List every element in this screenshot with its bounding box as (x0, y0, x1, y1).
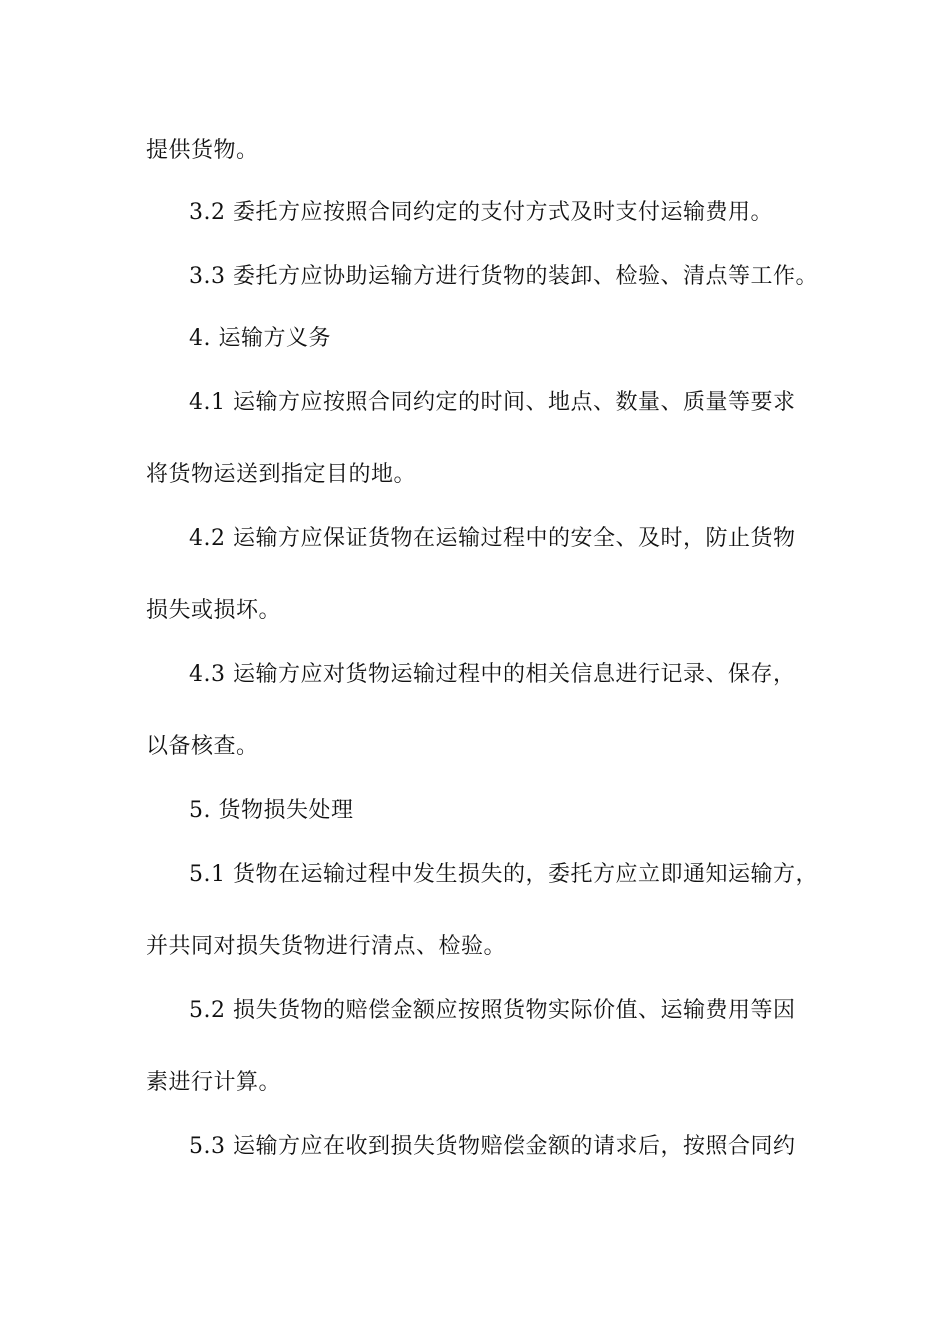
clause-5-1: 5.1 货物在运输过程中发生损失的，委托方应立即通知运输方， (189, 862, 818, 887)
clause-4-2: 4.2 运输方应保证货物在运输过程中的安全、及时，防止货物 (189, 526, 796, 551)
section-heading-5: 5. 货物损失处理 (189, 798, 354, 823)
clause-5-2-continuation: 素进行计算。 (146, 1070, 282, 1095)
clause-4-1: 4.1 运输方应按照合同约定的时间、地点、数量、质量等要求 (189, 390, 796, 415)
clause-3-3: 3.3 委托方应协助运输方进行货物的装卸、检验、清点等工作。 (189, 264, 818, 289)
clause-3-2: 3.2 委托方应按照合同约定的支付方式及时支付运输费用。 (189, 200, 773, 225)
clause-4-3: 4.3 运输方应对货物运输过程中的相关信息进行记录、保存， (189, 662, 796, 687)
paragraph-continuation: 提供货物。 (146, 138, 259, 163)
clause-5-3: 5.3 运输方应在收到损失货物赔偿金额的请求后，按照合同约 (189, 1134, 796, 1159)
clause-4-3-continuation: 以备核查。 (146, 734, 259, 759)
clause-5-2: 5.2 损失货物的赔偿金额应按照货物实际价值、运输费用等因 (189, 998, 796, 1023)
section-heading-4: 4. 运输方义务 (189, 326, 331, 351)
clause-5-1-continuation: 并共同对损失货物进行清点、检验。 (146, 934, 507, 959)
clause-4-2-continuation: 损失或损坏。 (146, 598, 282, 623)
clause-4-1-continuation: 将货物运送到指定目的地。 (146, 462, 417, 487)
